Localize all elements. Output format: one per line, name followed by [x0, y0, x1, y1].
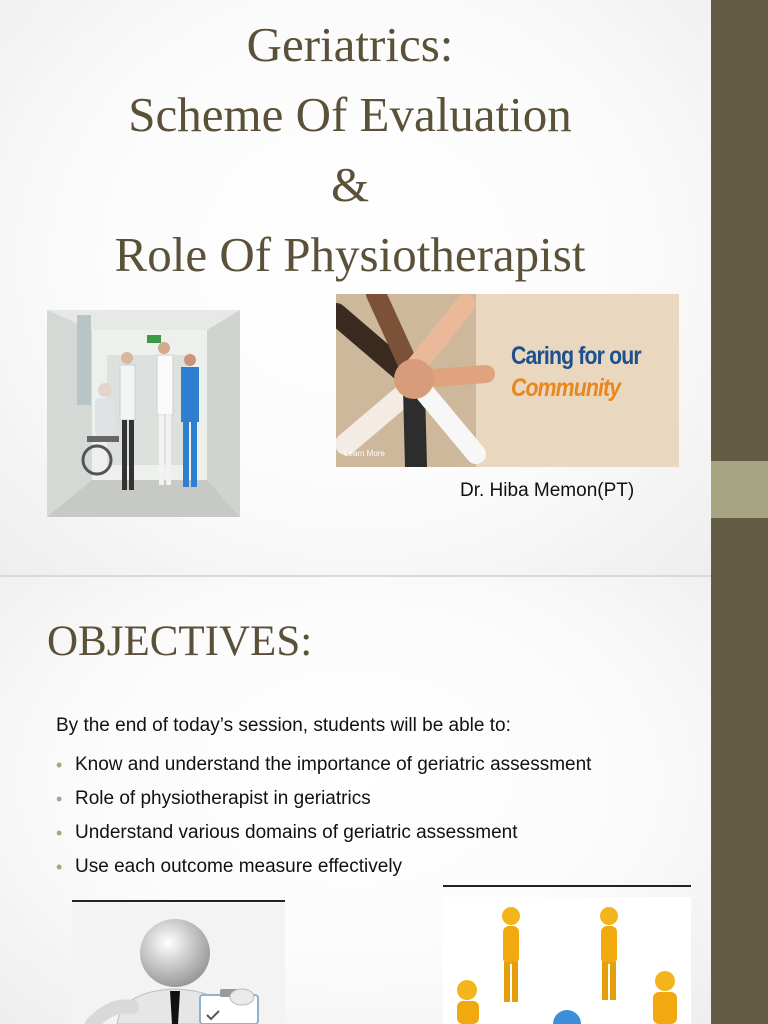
sidebar-accent	[711, 461, 768, 518]
list-item	[56, 748, 591, 782]
list-item	[56, 816, 591, 850]
banner-learn-more: Learn More	[344, 449, 385, 458]
clipart-top-rule-right	[443, 885, 691, 887]
list-item	[56, 850, 591, 884]
hospital-corridor-photo	[47, 310, 240, 517]
title-line-3: &	[330, 157, 370, 212]
thinking-figures-illustration	[443, 897, 691, 1024]
hospital-corridor-illustration	[47, 310, 240, 517]
bullet-dot-icon: •	[56, 823, 63, 843]
list-item-text: Role of physiotherapist in geriatrics	[75, 788, 371, 809]
list-item-text: Understand various domains of geriatric assessment	[75, 822, 518, 843]
clipboard-man-clipart	[72, 903, 285, 1024]
slide-title-heading	[0, 10, 700, 290]
hands-together-illustration	[336, 294, 679, 467]
list-item-text: Know and understand the importance of geriatric assessment	[75, 754, 592, 775]
bullet-dot-icon: •	[56, 857, 63, 877]
author-name: Dr. Hiba Memon(PT)	[460, 480, 635, 501]
bullet-dot-icon: •	[56, 789, 63, 809]
objectives-heading: OBJECTIVES:	[47, 618, 313, 665]
title-line-1: Geriatrics:	[246, 17, 454, 72]
objectives-intro: By the end of today’s session, students will be able to:	[56, 715, 511, 736]
banner-line-1: Caring for our	[511, 342, 641, 370]
title-line-4: Role Of Physiotherapist	[114, 227, 586, 282]
team-figures-clipart	[443, 897, 691, 1024]
banner-line-2: Community	[511, 374, 621, 402]
community-hands-banner	[336, 294, 679, 467]
list-item-text: Use each outcome measure effectively	[75, 856, 403, 877]
title-line-2: Scheme Of Evaluation	[128, 87, 572, 142]
objectives-list	[56, 748, 591, 884]
list-item	[56, 782, 591, 816]
slide-objectives	[0, 577, 711, 1024]
clipart-top-rule-left	[72, 900, 285, 902]
bullet-dot-icon: •	[56, 755, 63, 775]
clipboard-man-illustration	[72, 903, 285, 1024]
